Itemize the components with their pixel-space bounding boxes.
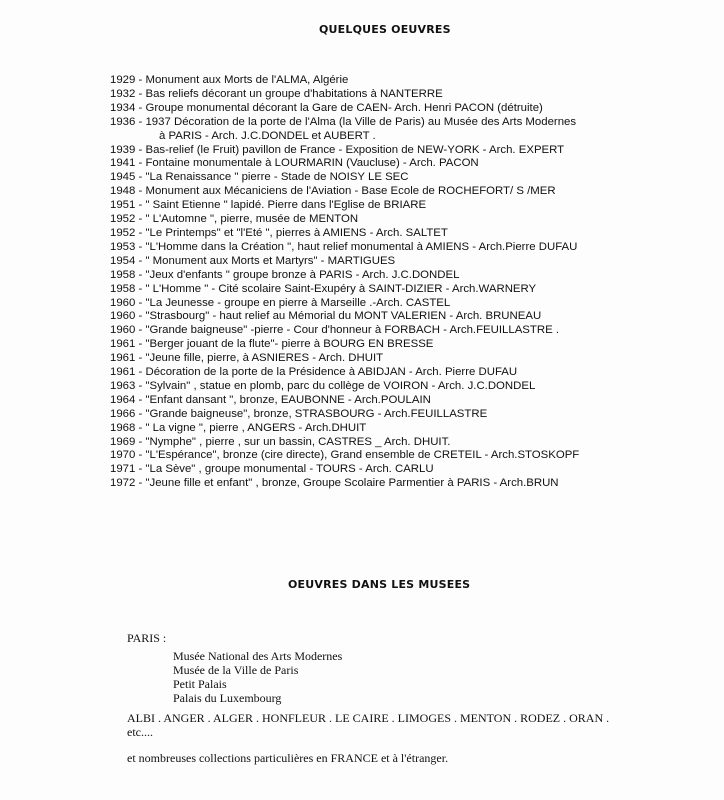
work-description: Groupe monumental décorant la Gare de CAEN- Arch. Henri PACON (détruite) — [145, 101, 543, 114]
work-entry: 1952 - " L'Automne ", pierre, musée de MENTON — [110, 213, 359, 226]
work-year: 1952 — [110, 226, 136, 239]
work-description: 1937 Décoration de la porte de l'Alma (la Ville de Paris) au Musée des Arts Modernes — [145, 115, 577, 128]
work-year: 1971 — [110, 463, 136, 476]
museum-city-label: PARIS : — [127, 631, 167, 645]
work-description: " L'Automne ", pierre, musée de MENTON — [145, 213, 359, 226]
work-description-continued: à PARIS - Arch. J.C.DONDEL et AUBERT . — [159, 129, 376, 142]
work-entry: 1969 - "Nymphe" , pierre , sur un bassin, CASTRES _ Arch. DHUIT. — [110, 435, 451, 448]
work-description: Bas reliefs décorant un groupe d'habitations à NANTERRE — [145, 87, 443, 100]
work-entry: 1966 - "Grande baigneuse", bronze, STRASBOURG - Arch.FEUILLASTRE — [110, 407, 488, 420]
work-year: 1960 — [110, 310, 136, 323]
work-entry: 1960 - "Strasbourg" - haut relief au Mémorial du MONT VALERIEN - Arch. BRUNEAU — [110, 310, 542, 323]
work-entry: 1970 - "L'Espérance", bronze (cire directe), Grand ensemble de CRETEIL - Arch.STOSKOPF — [110, 449, 580, 462]
work-year: 1934 — [110, 101, 136, 114]
work-year: 1961 — [110, 338, 136, 351]
work-entry: 1958 - "Jeux d'enfants " groupe bronze à PARIS - Arch. J.C.DONDEL — [110, 268, 460, 281]
work-entry: 1963 - "Sylvain" , statue en plomb, parc du collège de VOIRON - Arch. J.C.DONDEL — [110, 379, 536, 392]
work-description: Monument aux Morts de l'ALMA, Algérie — [145, 74, 349, 86]
work-entry: 1936 - 1937 Décoration de la porte de l'Alma (la Ville de Paris) au Musée des Arts Modernes à PARIS - Arch. J.C.DONDEL et AUBERT . — [110, 116, 718, 144]
work-description: "L'Espérance", bronze (cire directe), Grand ensemble de CRETEIL - Arch.STOSKOPF — [145, 449, 580, 462]
work-description: "Grande baigneuse" -pierre - Cour d'honneur à FORBACH - Arch.FEUILLASTRE . — [145, 324, 560, 337]
work-entry: 1953 - "L'Homme dans la Création ", haut relief monumental à AMIENS - Arch.Pierre DUFAU — [110, 240, 578, 253]
work-entry: 1934 - Groupe monumental décorant la Gare de CAEN- Arch. Henri PACON (détruite) — [110, 101, 543, 114]
work-entry: 1951 - " Saint Etienne " lapidé. Pierre dans l'Eglise de BRIARE — [110, 199, 427, 212]
museum-item: Petit Palais — [173, 677, 227, 691]
work-description: "La Jeunesse - groupe en pierre à Marseille .-Arch. CASTEL — [145, 296, 451, 309]
work-description: "Sylvain" , statue en plomb, parc du collège de VOIRON - Arch. J.C.DONDEL — [145, 379, 536, 392]
work-description: "La Sève" , groupe monumental - TOURS - Arch. CARLU — [145, 463, 434, 476]
work-entry: 1960 - "La Jeunesse - groupe en pierre à Marseille .-Arch. CASTEL — [110, 296, 451, 309]
work-description: " L'Homme " - Cité scolaire Saint-Exupéry à SAINT-DIZIER - Arch.WARNERY — [145, 282, 537, 295]
work-entry: 1960 - "Grande baigneuse" -pierre - Cour d'honneur à FORBACH - Arch.FEUILLASTRE . — [110, 324, 560, 337]
work-description: "Enfant dansant ", bronze, EAUBONNE - Arch.POULAIN — [145, 393, 431, 406]
work-year: 1966 — [110, 407, 136, 420]
museums-section — [127, 631, 342, 705]
work-year: 1953 — [110, 240, 136, 253]
museums-heading: OEUVRES DANS LES MUSEES — [288, 578, 471, 591]
work-year: 1960 — [110, 296, 136, 309]
cities-line: ALBI . ANGER . ALGER . HONFLEUR . LE CAIRE . LIMOGES . MENTON . RODEZ . ORAN . — [127, 711, 610, 725]
work-year: 1948 — [110, 185, 136, 198]
work-description: "Jeune fille et enfant" , bronze, Groupe Scolaire Parmentier à PARIS - Arch.BRUN — [145, 477, 559, 490]
work-year: 1939 — [110, 143, 136, 156]
work-entry: 1952 - "Le Printemps" et "l'Eté ", pierres à AMIENS - Arch. SALTET — [110, 226, 448, 239]
work-entry: 1972 - "Jeune fille et enfant" , bronze, Groupe Scolaire Parmentier à PARIS - Arch.BRUN — [110, 477, 559, 490]
work-year: 1936 — [110, 115, 136, 128]
work-year: 1972 — [110, 477, 136, 490]
cities-section — [127, 711, 609, 739]
work-year: 1929 — [110, 74, 136, 86]
work-description: "Strasbourg" - haut relief au Mémorial du MONT VALERIEN - Arch. BRUNEAU — [145, 310, 542, 323]
work-entry: 1929 - Monument aux Morts de l'ALMA, Algérie — [110, 74, 349, 86]
work-year: 1968 — [110, 421, 136, 434]
work-entry: 1941 - Fontaine monumentale à LOURMARIN (Vaucluse) - Arch. PACON — [110, 157, 479, 170]
work-year: 1941 — [110, 157, 136, 170]
museum-list — [173, 649, 342, 705]
works-list — [110, 74, 718, 491]
museum-item: Palais du Luxembourg — [173, 691, 282, 705]
work-year: 1958 — [110, 268, 136, 281]
work-description: "Nymphe" , pierre , sur un bassin, CASTRES _ Arch. DHUIT. — [145, 435, 451, 448]
work-year: 1970 — [110, 449, 136, 462]
work-description: "Jeux d'enfants " groupe bronze à PARIS - Arch. J.C.DONDEL — [145, 268, 460, 281]
work-entry: 1961 - Décoration de la porte de la Présidence à ABIDJAN - Arch. Pierre DUFAU — [110, 366, 518, 379]
work-description: "L'Homme dans la Création ", haut relief monumental à AMIENS - Arch.Pierre DUFAU — [145, 240, 578, 253]
work-description: Bas-relief (le Fruit) pavillon de France - Exposition de NEW-YORK - Arch. EXPERT — [145, 143, 565, 156]
work-year: 1954 — [110, 254, 136, 267]
work-year: 1969 — [110, 435, 136, 448]
work-year: 1963 — [110, 379, 136, 392]
work-entry: 1932 - Bas reliefs décorant un groupe d'habitations à NANTERRE — [110, 87, 443, 100]
work-year: 1960 — [110, 324, 136, 337]
work-entry: 1961 - "Berger jouant de la flute"- pierre à BOURG EN BRESSE — [110, 338, 434, 351]
work-year: 1932 — [110, 87, 136, 100]
work-description: Fontaine monumentale à LOURMARIN (Vaucluse) - Arch. PACON — [145, 157, 479, 170]
museum-item: Musée de la Ville de Paris — [173, 663, 299, 677]
work-year: 1964 — [110, 393, 136, 406]
work-year: 1951 — [110, 199, 136, 212]
work-description: "Jeune fille, pierre, à ASNIERES - Arch. DHUIT — [145, 352, 384, 365]
work-year: 1961 — [110, 352, 136, 365]
work-entry: 1961 - "Jeune fille, pierre, à ASNIERES - Arch. DHUIT — [110, 352, 384, 365]
work-description: "Le Printemps" et "l'Eté ", pierres à AMIENS - Arch. SALTET — [145, 226, 448, 239]
work-entry: 1948 - Monument aux Mécaniciens de l'Aviation - Base Ecole de ROCHEFORT/ S /MER — [110, 185, 556, 198]
work-year: 1952 — [110, 213, 136, 226]
work-description: " Saint Etienne " lapidé. Pierre dans l'Eglise de BRIARE — [145, 199, 427, 212]
work-description: Décoration de la porte de la Présidence à ABIDJAN - Arch. Pierre DUFAU — [145, 366, 518, 379]
museum-item: Musée National des Arts Modernes — [173, 649, 343, 663]
work-year: 1961 — [110, 366, 136, 379]
work-entry: 1964 - "Enfant dansant ", bronze, EAUBONNE - Arch.POULAIN — [110, 393, 431, 406]
work-year: 1945 — [110, 171, 136, 184]
work-entry: 1954 - " Monument aux Morts et Martyrs" - MARTIGUES — [110, 254, 396, 267]
collections-note: et nombreuses collections particulières en FRANCE et à l'étranger. — [127, 751, 449, 765]
work-entry: 1968 - " La vigne ", pierre , ANGERS - Arch.DHUIT — [110, 421, 367, 434]
works-heading: QUELQUES OEUVRES — [319, 23, 451, 36]
work-description: "Berger jouant de la flute"- pierre à BOURG EN BRESSE — [145, 338, 434, 351]
work-entry: 1958 - " L'Homme " - Cité scolaire Saint-Exupéry à SAINT-DIZIER - Arch.WARNERY — [110, 282, 537, 295]
work-description: "La Renaissance " pierre - Stade de NOISY LE SEC — [145, 171, 409, 184]
work-entry: 1945 - "La Renaissance " pierre - Stade de NOISY LE SEC — [110, 171, 409, 184]
work-description: "Grande baigneuse", bronze, STRASBOURG - Arch.FEUILLASTRE — [145, 407, 488, 420]
work-description: " La vigne ", pierre , ANGERS - Arch.DHUIT — [145, 421, 367, 434]
work-description: Monument aux Mécaniciens de l'Aviation - Base Ecole de ROCHEFORT/ S /MER — [145, 185, 556, 198]
work-year: 1958 — [110, 282, 136, 295]
work-entry: 1939 - Bas-relief (le Fruit) pavillon de France - Exposition de NEW-YORK - Arch. EXPERT — [110, 143, 565, 156]
cities-etc: etc.... — [127, 725, 153, 739]
work-description: " Monument aux Morts et Martyrs" - MARTIGUES — [145, 254, 396, 267]
work-entry: 1971 - "La Sève" , groupe monumental - TOURS - Arch. CARLU — [110, 463, 434, 476]
